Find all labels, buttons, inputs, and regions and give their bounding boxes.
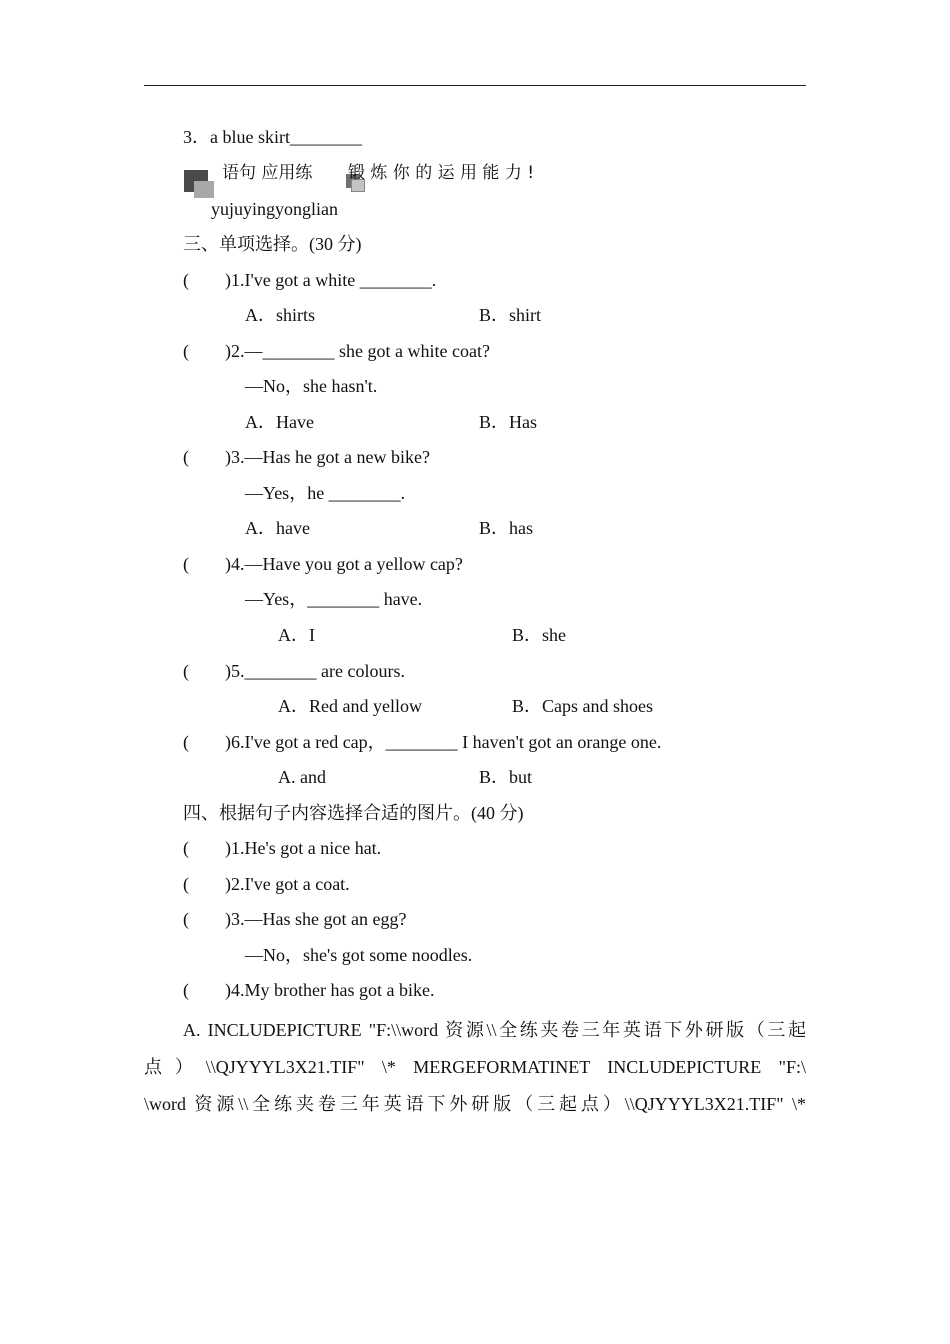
item-blue-skirt: 3．a blue skirt________ bbox=[183, 127, 362, 147]
banner-slogan: 锻 炼 你 的 运 用 能 力 ! bbox=[348, 163, 535, 183]
s3-q5-option-b: B．Caps and shoes bbox=[512, 696, 653, 716]
s4-q1: ( )1.He's got a nice hat. bbox=[183, 838, 382, 858]
s3-q1-stem: ( )1.I've got a white ________. bbox=[183, 270, 437, 290]
s4-q2: ( )2.I've got a coat. bbox=[183, 874, 350, 894]
s3-q5-stem: ( )5.________ are colours. bbox=[183, 661, 405, 681]
field-code-line-1: A. INCLUDEPICTURE "F:\\word 资源\\全练夹卷三年英语下外研版（三起 bbox=[183, 1020, 806, 1040]
s3-q6-stem: ( )6.I've got a red cap，________ I haven't got an orange one. bbox=[183, 732, 662, 752]
s4-q4: ( )4.My brother has got a bike. bbox=[183, 980, 435, 1000]
section3-heading: 三、单项选择。(30 分) bbox=[183, 234, 362, 254]
s3-q6-option-b: B．but bbox=[479, 767, 533, 787]
s3-q5-option-a: A．Red and yellow bbox=[278, 696, 422, 716]
s3-q3-stem: ( )3.—Has he got a new bike? bbox=[183, 447, 430, 467]
banner-pinyin: yujuyingyonglian bbox=[211, 199, 338, 219]
s3-q2-reply: —No，she hasn't. bbox=[245, 376, 378, 396]
s3-q4-option-b: B．she bbox=[512, 625, 566, 645]
field-code-line-3: \word 资源\\全练夹卷三年英语下外研版（三起点）\\QJYYYL3X21.TIF" \* bbox=[144, 1094, 806, 1114]
section4-heading: 四、根据句子内容选择合适的图片。(40 分) bbox=[183, 803, 524, 823]
s4-q3-reply: —No，she's got some noodles. bbox=[245, 945, 473, 965]
picture-field-code bbox=[144, 1012, 806, 1123]
s4-q3: ( )3.—Has she got an egg? bbox=[183, 909, 407, 929]
field-code-line-2: 点）\\QJYYYL3X21.TIF" \* MERGEFORMATINET INCLUDEPICTURE "F:\ bbox=[144, 1057, 806, 1077]
s3-q3-reply: —Yes，he ________. bbox=[245, 483, 406, 503]
s3-q3-option-a: A．have bbox=[245, 518, 310, 538]
s3-q4-option-a: A．I bbox=[278, 625, 315, 645]
s3-q2-option-a: A．Have bbox=[245, 412, 314, 432]
header-rule bbox=[144, 85, 806, 86]
s3-q1-option-b: B．shirt bbox=[479, 305, 542, 325]
s3-q2-option-b: B．Has bbox=[479, 412, 537, 432]
banner-title: 语句 应用练 bbox=[222, 163, 313, 183]
s3-q1-option-a: A．shirts bbox=[245, 305, 316, 325]
s3-q4-stem: ( )4.—Have you got a yellow cap? bbox=[183, 554, 463, 574]
s3-q3-option-b: B．has bbox=[479, 518, 533, 538]
s3-q2-stem: ( )2.—________ she got a white coat? bbox=[183, 341, 490, 361]
s3-q6-option-a: A. and bbox=[278, 767, 326, 787]
section-marker-icon bbox=[184, 170, 216, 200]
s3-q4-reply: —Yes，________ have. bbox=[245, 589, 423, 609]
